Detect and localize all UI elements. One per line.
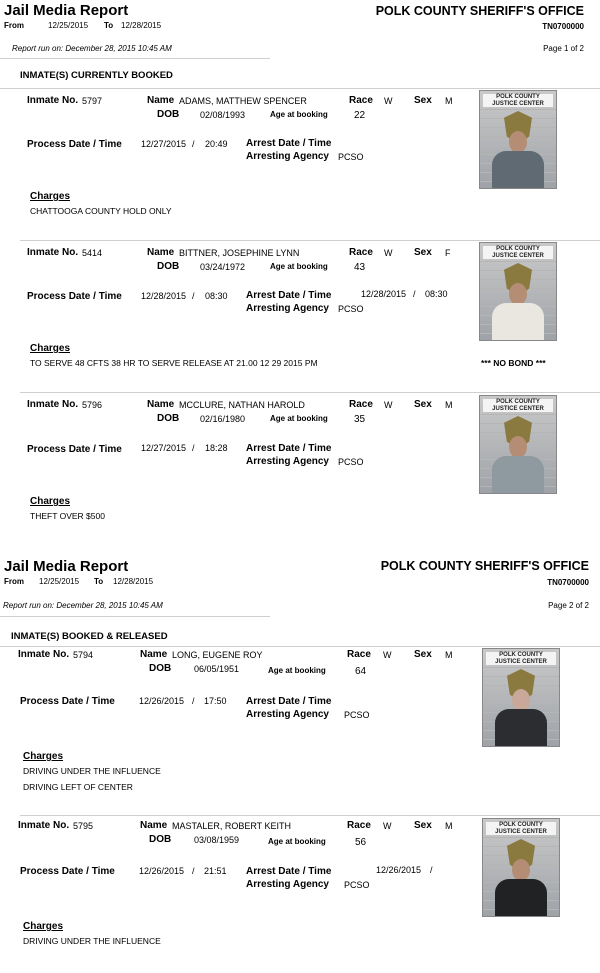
slash: / xyxy=(192,291,195,301)
page-number: Page 1 of 2 xyxy=(543,44,584,53)
dob-value: 02/08/1993 xyxy=(200,110,246,120)
slash: / xyxy=(192,139,195,149)
sex-value: M xyxy=(445,400,453,410)
office-name: POLK COUNTY SHERIFF'S OFFICE xyxy=(375,4,584,18)
sex-label: Sex xyxy=(414,649,432,660)
dob-value: 03/08/1959 xyxy=(194,835,240,845)
age-label: Age at booking xyxy=(270,414,328,423)
charges-label: Charges xyxy=(30,496,71,507)
inmate-no-label: Inmate No. xyxy=(18,649,70,660)
process-label: Process Date / Time xyxy=(20,696,115,707)
inmate-name: LONG, EUGENE ROY xyxy=(172,650,263,660)
agency-code: TN0700000 xyxy=(547,578,589,587)
charge-item: TO SERVE 48 CFTS 38 HR TO SERVE RELEASE AT 21.00 12 29 2015 PM xyxy=(30,358,318,368)
agency-value: PCSO xyxy=(338,152,364,162)
mugshot-photo: POLK COUNTY JUSTICE CENTER xyxy=(482,648,560,747)
charge-item: DRIVING LEFT OF CENTER xyxy=(23,782,133,792)
age-value: 35 xyxy=(354,414,366,425)
process-time: 21:51 xyxy=(204,866,227,876)
from-label: From xyxy=(4,21,24,30)
report-run-on: Report run on: December 28, 2015 10:45 AM xyxy=(3,601,163,610)
process-label: Process Date / Time xyxy=(20,866,115,877)
arrest-time: 08:30 xyxy=(425,289,448,299)
mugshot-photo: POLK COUNTY JUSTICE CENTER xyxy=(479,90,557,189)
inmate-no-label: Inmate No. xyxy=(27,399,79,410)
age-label: Age at booking xyxy=(268,666,326,675)
charge-item: DRIVING UNDER THE INFLUENCE xyxy=(23,936,161,946)
page-number: Page 2 of 2 xyxy=(548,601,589,610)
name-label: Name xyxy=(147,247,175,258)
process-date: 12/28/2015 xyxy=(141,291,187,301)
dob-label: DOB xyxy=(157,109,180,120)
arrest-date: 12/26/2015 xyxy=(376,865,422,875)
report-title: Jail Media Report xyxy=(4,558,129,575)
arresting-agency-label: Arresting Agency xyxy=(246,879,329,890)
race-label: Race xyxy=(347,649,371,660)
agency-code: TN0700000 xyxy=(542,22,584,31)
arrest-label: Arrest Date / Time xyxy=(246,866,332,877)
arresting-agency-label: Arresting Agency xyxy=(246,456,329,467)
name-label: Name xyxy=(140,820,168,831)
inmate-no: 5794 xyxy=(73,650,94,660)
sex-value: M xyxy=(445,821,453,831)
age-label: Age at booking xyxy=(270,262,328,271)
race-label: Race xyxy=(349,247,373,258)
race-value: W xyxy=(384,400,393,410)
age-value: 56 xyxy=(355,837,367,848)
charges-label: Charges xyxy=(30,343,71,354)
inmate-no: 5796 xyxy=(82,400,103,410)
inmate-name: MASTALER, ROBERT KEITH xyxy=(172,821,292,831)
divider xyxy=(0,646,600,647)
charge-item: DRIVING UNDER THE INFLUENCE xyxy=(23,766,161,776)
charge-item: CHATTOOGA COUNTY HOLD ONLY xyxy=(30,206,172,216)
age-value: 22 xyxy=(354,110,366,121)
report-title: Jail Media Report xyxy=(4,2,129,19)
charges-label: Charges xyxy=(30,191,71,202)
to-label: To xyxy=(94,577,104,586)
age-value: 64 xyxy=(355,666,367,677)
race-label: Race xyxy=(347,820,371,831)
sex-value: M xyxy=(445,96,453,106)
sex-value: M xyxy=(445,650,453,660)
section-title: INMATE(S) BOOKED & RELEASED xyxy=(11,631,168,642)
race-value: W xyxy=(384,96,393,106)
agency-value: PCSO xyxy=(344,710,370,720)
dob-label: DOB xyxy=(149,663,172,674)
name-label: Name xyxy=(147,95,175,106)
arrest-label: Arrest Date / Time xyxy=(246,443,332,454)
inmate-no: 5414 xyxy=(82,248,103,258)
slash: / xyxy=(192,696,195,706)
charges-label: Charges xyxy=(23,751,64,762)
inmate-no: 5797 xyxy=(82,96,103,106)
divider xyxy=(20,392,600,393)
divider xyxy=(20,815,600,816)
arrest-label: Arrest Date / Time xyxy=(246,696,332,707)
race-label: Race xyxy=(349,95,373,106)
dob-value: 02/16/1980 xyxy=(200,414,246,424)
inmate-name: BITTNER, JOSEPHINE LYNN xyxy=(179,248,300,258)
from-label: From xyxy=(4,577,24,586)
dob-value: 06/05/1951 xyxy=(194,664,240,674)
sex-label: Sex xyxy=(414,247,432,258)
age-label: Age at booking xyxy=(268,837,326,846)
divider xyxy=(0,88,600,89)
inmate-name: ADAMS, MATTHEW SPENCER xyxy=(179,96,307,106)
process-date: 12/26/2015 xyxy=(139,866,185,876)
agency-value: PCSO xyxy=(338,304,364,314)
race-value: W xyxy=(383,650,392,660)
slash: / xyxy=(192,443,195,453)
inmate-no-label: Inmate No. xyxy=(27,247,79,258)
process-time: 20:49 xyxy=(205,139,228,149)
arrest-label: Arrest Date / Time xyxy=(246,138,332,149)
report-page-2 xyxy=(0,556,600,973)
process-date: 12/27/2015 xyxy=(141,443,187,453)
dob-label: DOB xyxy=(149,834,172,845)
mugshot-photo: POLK COUNTY JUSTICE CENTER xyxy=(479,395,557,494)
slash: / xyxy=(430,865,433,875)
mugshot-photo: POLK COUNTY JUSTICE CENTER xyxy=(479,242,557,341)
process-time: 18:28 xyxy=(205,443,228,453)
dob-label: DOB xyxy=(157,261,180,272)
process-label: Process Date / Time xyxy=(27,139,122,150)
process-time: 17:50 xyxy=(204,696,227,706)
to-date: 12/28/2015 xyxy=(113,577,154,586)
office-name: POLK COUNTY SHERIFF'S OFFICE xyxy=(380,559,589,573)
race-value: W xyxy=(383,821,392,831)
inmate-no-label: Inmate No. xyxy=(27,95,79,106)
divider xyxy=(0,58,270,59)
race-label: Race xyxy=(349,399,373,410)
arresting-agency-label: Arresting Agency xyxy=(246,709,329,720)
process-label: Process Date / Time xyxy=(27,444,122,455)
age-value: 43 xyxy=(354,262,366,273)
divider xyxy=(0,616,270,617)
from-date: 12/25/2015 xyxy=(48,21,89,30)
slash: / xyxy=(413,289,416,299)
name-label: Name xyxy=(140,649,168,660)
to-label: To xyxy=(104,21,114,30)
process-date: 12/26/2015 xyxy=(139,696,185,706)
inmate-name: MCCLURE, NATHAN HAROLD xyxy=(179,400,305,410)
agency-value: PCSO xyxy=(338,457,364,467)
process-time: 08:30 xyxy=(205,291,228,301)
race-value: W xyxy=(384,248,393,258)
charge-item: THEFT OVER $500 xyxy=(30,511,105,521)
charges-label: Charges xyxy=(23,921,64,932)
arresting-agency-label: Arresting Agency xyxy=(246,151,329,162)
sex-label: Sex xyxy=(414,399,432,410)
process-date: 12/27/2015 xyxy=(141,139,187,149)
arrest-date: 12/28/2015 xyxy=(361,289,407,299)
mugshot-photo: POLK COUNTY JUSTICE CENTER xyxy=(482,818,560,917)
section-title: INMATE(S) CURRENTLY BOOKED xyxy=(20,70,173,81)
divider xyxy=(20,240,600,241)
sex-value: F xyxy=(445,248,451,258)
process-label: Process Date / Time xyxy=(27,291,122,302)
dob-value: 03/24/1972 xyxy=(200,262,246,272)
age-label: Age at booking xyxy=(270,110,328,119)
no-bond-notice: *** NO BOND *** xyxy=(481,358,546,368)
sex-label: Sex xyxy=(414,820,432,831)
slash: / xyxy=(192,866,195,876)
dob-label: DOB xyxy=(157,413,180,424)
inmate-no: 5795 xyxy=(73,821,94,831)
agency-value: PCSO xyxy=(344,880,370,890)
to-date: 12/28/2015 xyxy=(121,21,162,30)
sex-label: Sex xyxy=(414,95,432,106)
name-label: Name xyxy=(147,399,175,410)
inmate-no-label: Inmate No. xyxy=(18,820,70,831)
report-run-on: Report run on: December 28, 2015 10:45 AM xyxy=(12,44,172,53)
arrest-label: Arrest Date / Time xyxy=(246,290,332,301)
arresting-agency-label: Arresting Agency xyxy=(246,303,329,314)
from-date: 12/25/2015 xyxy=(39,577,80,586)
